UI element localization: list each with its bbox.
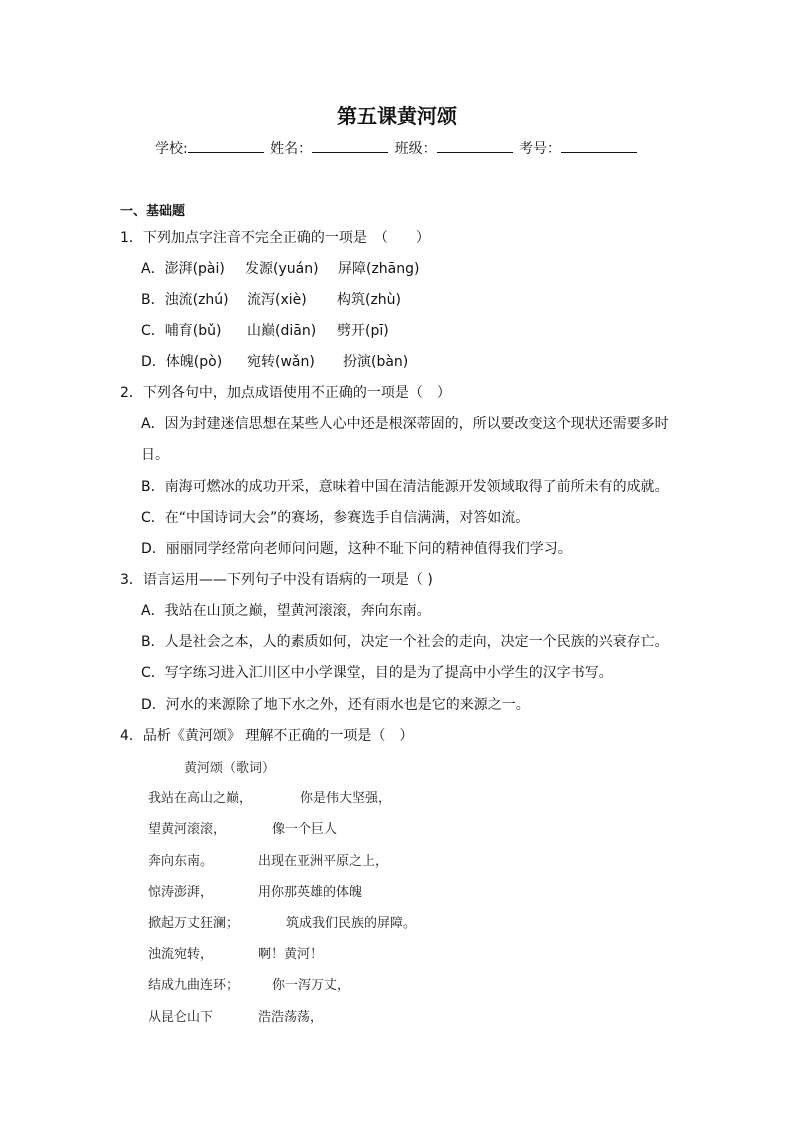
option-text: A．澎湃(pài)	[141, 261, 225, 277]
question-1-option-d	[141, 352, 408, 372]
question-2-stem: 2．下列各句中，加点成语使用不正确的一项是（ ）	[120, 385, 451, 401]
lyric-line-left: 从昆仑山下	[148, 1010, 214, 1025]
question-3-option-a: A．我站在山顶之巅，望黄河滚滚，奔向东南。	[141, 603, 431, 619]
question-3-stem: 3．语言运用——下列句子中没有语病的一项是（ )	[120, 572, 433, 588]
question-2-option-d: D．丽丽同学经常向老师问问题，这种不耻下问的精神值得我们学习。	[141, 541, 572, 557]
option-text: 劈开(pī)	[337, 323, 389, 339]
lyric-line-left: 望黄河滚滚，	[148, 822, 227, 837]
lyric-title: 黄河颂（歌词）	[184, 761, 276, 776]
lyric-line-left: 奔向东南。	[148, 854, 214, 869]
class-blank[interactable]	[437, 138, 513, 153]
option-text: C．哺育(bǔ)	[141, 323, 222, 339]
lyric-line-right: 你一泻万丈，	[272, 978, 351, 993]
question-3-option-d: D．河水的来源除了地下水之外，还有雨水也是它的来源之一。	[141, 697, 530, 713]
option-text: 流泻(xiè)	[247, 292, 307, 308]
lyric-line-left: 我站在高山之巅，	[148, 791, 253, 806]
lyric-line-left: 浊流宛转，	[148, 947, 214, 962]
option-text: 山巅(diān)	[247, 323, 317, 339]
lyric-line-right: 筑成我们民族的屏障。	[286, 916, 417, 931]
question-2-option-a-cont: 日。	[141, 447, 169, 463]
lyric-line-right: 像一个巨人	[272, 822, 338, 837]
option-text: 发源(yuán)	[245, 261, 319, 277]
exam-no-label: 考号：	[519, 141, 562, 157]
name-blank[interactable]	[312, 138, 388, 153]
question-3-option-c: C．写字练习进入汇川区中小学课堂，目的是为了提高中小学生的汉字书写。	[141, 665, 613, 681]
option-text: 屏障(zhāng)	[338, 261, 420, 277]
school-blank[interactable]	[188, 138, 264, 153]
student-info-line	[0, 138, 794, 159]
page-title: 第五课黄河颂	[337, 104, 457, 128]
lyric-line-left: 掀起万丈狂澜；	[148, 916, 240, 931]
lyric-line-right: 用你那英雄的体魄	[258, 885, 363, 900]
option-text: B．浊流(zhú)	[141, 292, 229, 308]
lyric-line-right: 啊！黄河！	[258, 947, 324, 962]
option-text: 扮演(bàn)	[343, 354, 409, 370]
school-label: 学校:	[154, 141, 188, 157]
question-1-option-b	[141, 290, 401, 310]
question-1-option-a	[141, 259, 419, 279]
question-1-stem: 1．下列加点字注音不完全正确的一项是 （ ）	[120, 230, 430, 246]
question-3-option-b: B．人是社会之本，人的素质如何，决定一个社会的走向，决定一个民族的兴衰存亡。	[141, 634, 669, 650]
question-2-option-b: B．南海可燃冰的成功开采，意味着中国在清洁能源开发领域取得了前所未有的成就。	[141, 479, 669, 495]
lyric-line-right: 你是伟大坚强，	[300, 791, 392, 806]
option-text: D．体魄(pò)	[141, 354, 223, 370]
name-label: 姓名：	[270, 141, 313, 157]
lyric-line-left: 结成九曲连环；	[148, 978, 240, 993]
lyric-line-right: 浩浩荡荡，	[258, 1010, 324, 1025]
option-text: 宛转(wǎn)	[247, 354, 315, 370]
exam-no-blank[interactable]	[561, 138, 637, 153]
question-1-option-c	[141, 321, 389, 341]
class-label: 班级：	[394, 141, 437, 157]
question-2-option-a: A．因为封建迷信思想在某些人心中还是根深蒂固的，所以要改变这个现状还需要多时	[141, 416, 669, 432]
section-heading: 一、基础题	[120, 204, 186, 219]
question-2-option-c: C．在“中国诗词大会”的赛场，参赛选手自信满满，对答如流。	[141, 510, 530, 526]
lyric-line-left: 惊涛澎湃，	[148, 885, 214, 900]
question-4-stem: 4．品析《黄河颂》 理解不正确的一项是（ ）	[120, 728, 414, 744]
option-text: 构筑(zhù)	[337, 292, 402, 308]
lyric-line-right: 出现在亚洲平原之上，	[258, 854, 389, 869]
